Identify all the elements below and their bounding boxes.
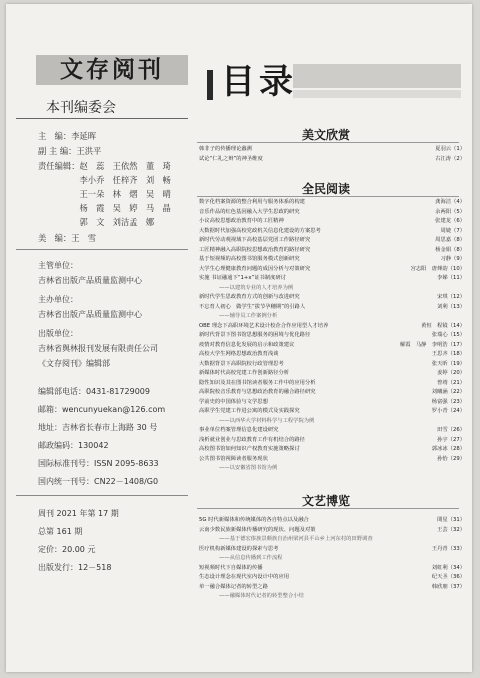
entry-author-page: 王芸（32） [437,526,465,533]
masthead-column [16,4,188,672]
toc-entry-subtitle [199,592,465,602]
entry-title: 大数据时代加强高校党政机关信息化建设的方案思考 [199,227,321,234]
entry-title: 疫情对教育信息化发展的启示和政策建议 [199,341,295,348]
toc-entry [199,208,465,218]
chief-editor: 主 编：李延晖 [38,131,97,141]
entry-author-page: 周婕（7） [440,227,465,234]
toc-entry-subtitle [199,554,465,564]
entry-title: 新时代劳动观视域下高校基层党团工作路径研究 [199,237,311,243]
section-entries [199,145,465,164]
entry-title: ——融媒体时代记者的转型整合小结 [219,593,304,599]
toc-entry-subtitle [199,535,465,545]
section-title: 文艺博览 [301,494,350,508]
issue-period: 周刊 2021 年第 17 期 [38,509,119,518]
toc-entry [199,455,465,465]
entry-author-page: 张天昕（19） [431,360,465,367]
toc-entry [199,583,465,593]
toc-entry [199,236,465,246]
entry-title: 云南少数民族新媒体传播研究的现状、问题及对策 [199,526,316,533]
entry-author-page: 余两阳（5） [435,208,465,215]
toc-entry [199,293,465,303]
entry-title: 基于短视频的高校图书馆服务模式创新研究 [199,256,300,262]
entry-title: 小议高校思想政治教育中的工匠精神 [199,218,284,224]
entry-title: 高职院校音乐教育与思想政治教育的融合路径研究 [199,389,316,395]
entry-title: 学前史的中国体验与文学思想 [199,398,268,405]
editorial-board-title: 本刊编委会 [46,100,116,116]
entry-author-page: 宋琪（12） [437,294,465,300]
toc-entry [199,341,465,351]
section-title: 全民阅读 [301,182,350,196]
entry-author-page: 姜婷（20） [437,370,465,376]
toc-entry [199,227,465,237]
entry-title: 高校图书馆如何知识产权教育实施策略探讨 [199,446,300,452]
toc-entry-subtitle [199,284,465,294]
entry-author-page: 田雪（26） [437,427,465,433]
table-of-contents [189,4,472,672]
publisher-label: 出版单位： [38,329,78,338]
toc-entry [199,436,465,446]
toc-entry [199,350,465,360]
toc-entry-subtitle [199,417,465,427]
entry-author-page: 习静（9） [440,256,465,262]
entry-author-page: 古江涛（2） [435,155,465,162]
section-entries [199,198,465,474]
entry-title: 新媒体时代高校党建工作创新路径分析 [199,370,290,376]
entry-title: 大数据背景下高职院校行政管理思考 [199,360,284,367]
entry-title: ——以建筑专业的人才培养为例 [219,284,294,291]
divider [16,249,188,250]
entry-author-page: 黄恒 程镜（14） [421,322,465,329]
entry-title: ——从信息传播到工作流程 [219,555,283,561]
toc-entry [199,217,465,227]
toc-entry [199,573,465,583]
entry-author-page: 孙宇（27） [437,436,465,443]
entry-title: ——辅导员工作案例分析 [219,313,278,319]
entry-author-page: 解霞 马静 李明浩（17） [399,341,465,348]
toc-entry [199,303,465,313]
toc-entry [199,322,465,332]
responsible-editors: 郭 文 刘洁孟 娜 [38,217,155,227]
entry-author-page: 韩欣朋（37） [431,583,465,590]
divider [16,495,188,496]
entry-title: 单一融合媒体记者的转型之路 [199,583,268,590]
entry-title: 5G 时代新媒体和传统媒体的各自特点以及融合 [199,517,309,523]
toc-entry [199,265,465,275]
entry-title: 数字化档案资源的整合利用与服务体系的构建 [199,199,305,205]
decorative-band [293,64,461,88]
toc-entry [199,564,465,574]
entry-title: ——以西华大学材料科学与工程学院为例 [219,417,315,424]
entry-author-page: 罗小青（24） [431,408,465,414]
entry-author-page: 刘虹利（34） [431,564,465,571]
title-accent-bar [207,70,213,100]
responsible-editors: 王一朵 林 熠 吴 晴 [38,189,171,199]
supervisor-name: 吉林省出版产品质量监测中心 [38,276,142,285]
entry-title: 实施 书证融通下“1+x”证书制度研讨 [199,275,286,281]
magazine-title: 文存阅刊 [36,55,188,85]
entry-title: 不忘育人初心 做学生“拔节孕穗期”的引路人 [199,303,306,310]
issn: 国际标准刊号：ISSN 2095-8633 [38,459,159,468]
entry-title: 医疗机构新媒体建设的探索与思考 [199,545,279,552]
toc-entry [199,369,465,379]
entry-title: 生态设计理念在现代室内设计中的应用 [199,574,290,580]
section-rule [197,196,459,197]
entry-author-page: 王思齐（18） [431,351,465,357]
toc-entry [199,426,465,436]
toc-title: 目录 [221,62,297,102]
entry-author-page: 龚海洁（4） [435,199,465,205]
sponsor-label: 主办单位： [38,295,78,304]
entry-title: 大学生心理健康教育问题的成因分析与对策研究 [199,265,311,272]
entry-author-page: 曾靖（21） [437,379,465,386]
toc-entry [199,407,465,417]
distribution-code: 出版发行：12－518 [38,563,112,572]
postcode: 邮政编码：130042 [38,441,109,450]
section-rule [197,508,459,509]
entry-author-page: 夏羽云（1） [435,146,465,152]
toc-entry [199,331,465,341]
entry-title: 试论“仁礼之辩”的神圣维度 [199,155,263,162]
issue-total: 总第 161 期 [38,527,83,536]
entry-author-page: 李娣（11） [437,275,465,281]
section-title: 美文欣赏 [301,128,350,142]
entry-title: 短视频时代下自媒体的传播 [199,564,263,571]
editorial-office: 《文存阅刊》编辑部 [38,359,110,368]
toc-entry [199,379,465,389]
entry-title: 隐性知识及其在图书馆读者服务工作中的应用分析 [199,379,316,386]
responsible-editors: 李小乔 任梓齐 刘 畅 [38,175,171,185]
entry-author-page: 宫志阳 唐烽韵（10） [410,265,465,272]
entry-title: 高职学生党建工作进公寓的模式及实践探究 [199,408,300,414]
responsible-editors: 杨 霞 吴 婷 马 晶 [38,203,171,213]
entry-author-page: 张瑞心（15） [431,332,465,338]
entry-title: 公共图书馆视障读者服务现状 [199,455,268,462]
entry-author-page: 纪天圣（36） [431,574,465,580]
entry-author-page: 閔星（31） [437,517,465,523]
cn-number: 国内统一刊号：CN22－1408/G0 [38,477,159,486]
entry-title: ——以安徽省图书馆为例 [219,465,278,471]
toc-entry [199,526,465,536]
toc-entry-subtitle [199,464,465,474]
divider [16,118,188,119]
toc-entry [199,545,465,555]
art-editor: 美 编：王 雪 [38,233,97,243]
price: 定价：20.00 元 [38,545,96,554]
sponsor-name: 吉林省出版产品质量监测中心 [38,310,142,319]
entry-title: 事业单位档案管理信息化建设研究 [199,427,279,433]
toc-entry [199,255,465,265]
toc-entry [199,198,465,208]
address: 地址：吉林省长春市上海路 30 号 [38,423,158,432]
entry-author-page: 周思嘉（8） [435,237,465,243]
entry-author-page: 杨富强（23） [431,398,465,405]
entry-author-page: 刘曦涵（22） [431,389,465,395]
entry-title: 韩非子的传播理论蠡测 [199,146,252,152]
entry-author-page: 刘利（13） [437,303,465,310]
entry-title: OBE 理念下高职环境艺术设计校企合作应用型人才培养 [199,322,329,329]
toc-entry [199,516,465,526]
decorative-band [293,90,461,98]
entry-title: ——基于德宏傣族景颇族自治州梁河县平山乡上河东村的田野调查 [219,536,373,542]
magazine-page [6,4,472,672]
toc-entry [199,445,465,455]
entry-author-page: 郭冰冰（28） [431,446,465,452]
toc-entry [199,155,465,165]
entry-title: 音乐作品的红色基因融入大学生思政的研究 [199,208,300,215]
supervisor-label: 主管单位： [38,261,78,270]
entry-author-page: 张建龙（6） [435,218,465,224]
entry-title: 工匠精神融入高职院校思想政治教育的路径研究 [199,246,311,253]
entry-title: 新时代学生思政教育方式的创新与改进研究 [199,294,300,300]
toc-entry-subtitle [199,312,465,322]
entry-author-page: 王丹青（33） [431,545,465,552]
entry-title: 高校大学生网络思想政治教育浅谈 [199,351,279,357]
section-entries [199,516,465,602]
section-rule [197,142,459,143]
responsible-editors: 责任编辑：赵 蕊 王依然 董 琦 [38,161,171,171]
toc-entry [199,145,465,155]
entry-title: 浅析就业创业与思政教育工作有机结合的路径 [199,436,305,443]
toc-entry [199,398,465,408]
deputy-editor: 副 主 编：王洪平 [38,146,102,156]
toc-entry [199,246,465,256]
email: 邮箱：wencunyuekan@126.com [38,405,166,414]
entry-author-page: 孙怡（29） [437,455,465,462]
toc-entry [199,274,465,284]
toc-entry [199,360,465,370]
phone: 编辑部电话：0431-81729009 [38,387,150,396]
entry-author-page: 杨金娟（8） [435,246,465,253]
entry-title: 新时代背景下图书馆思想服务的困境与优化路径 [199,332,311,338]
publisher-name: 吉林省舆林报刊发展有限责任公司 [38,344,158,353]
toc-entry [199,388,465,398]
